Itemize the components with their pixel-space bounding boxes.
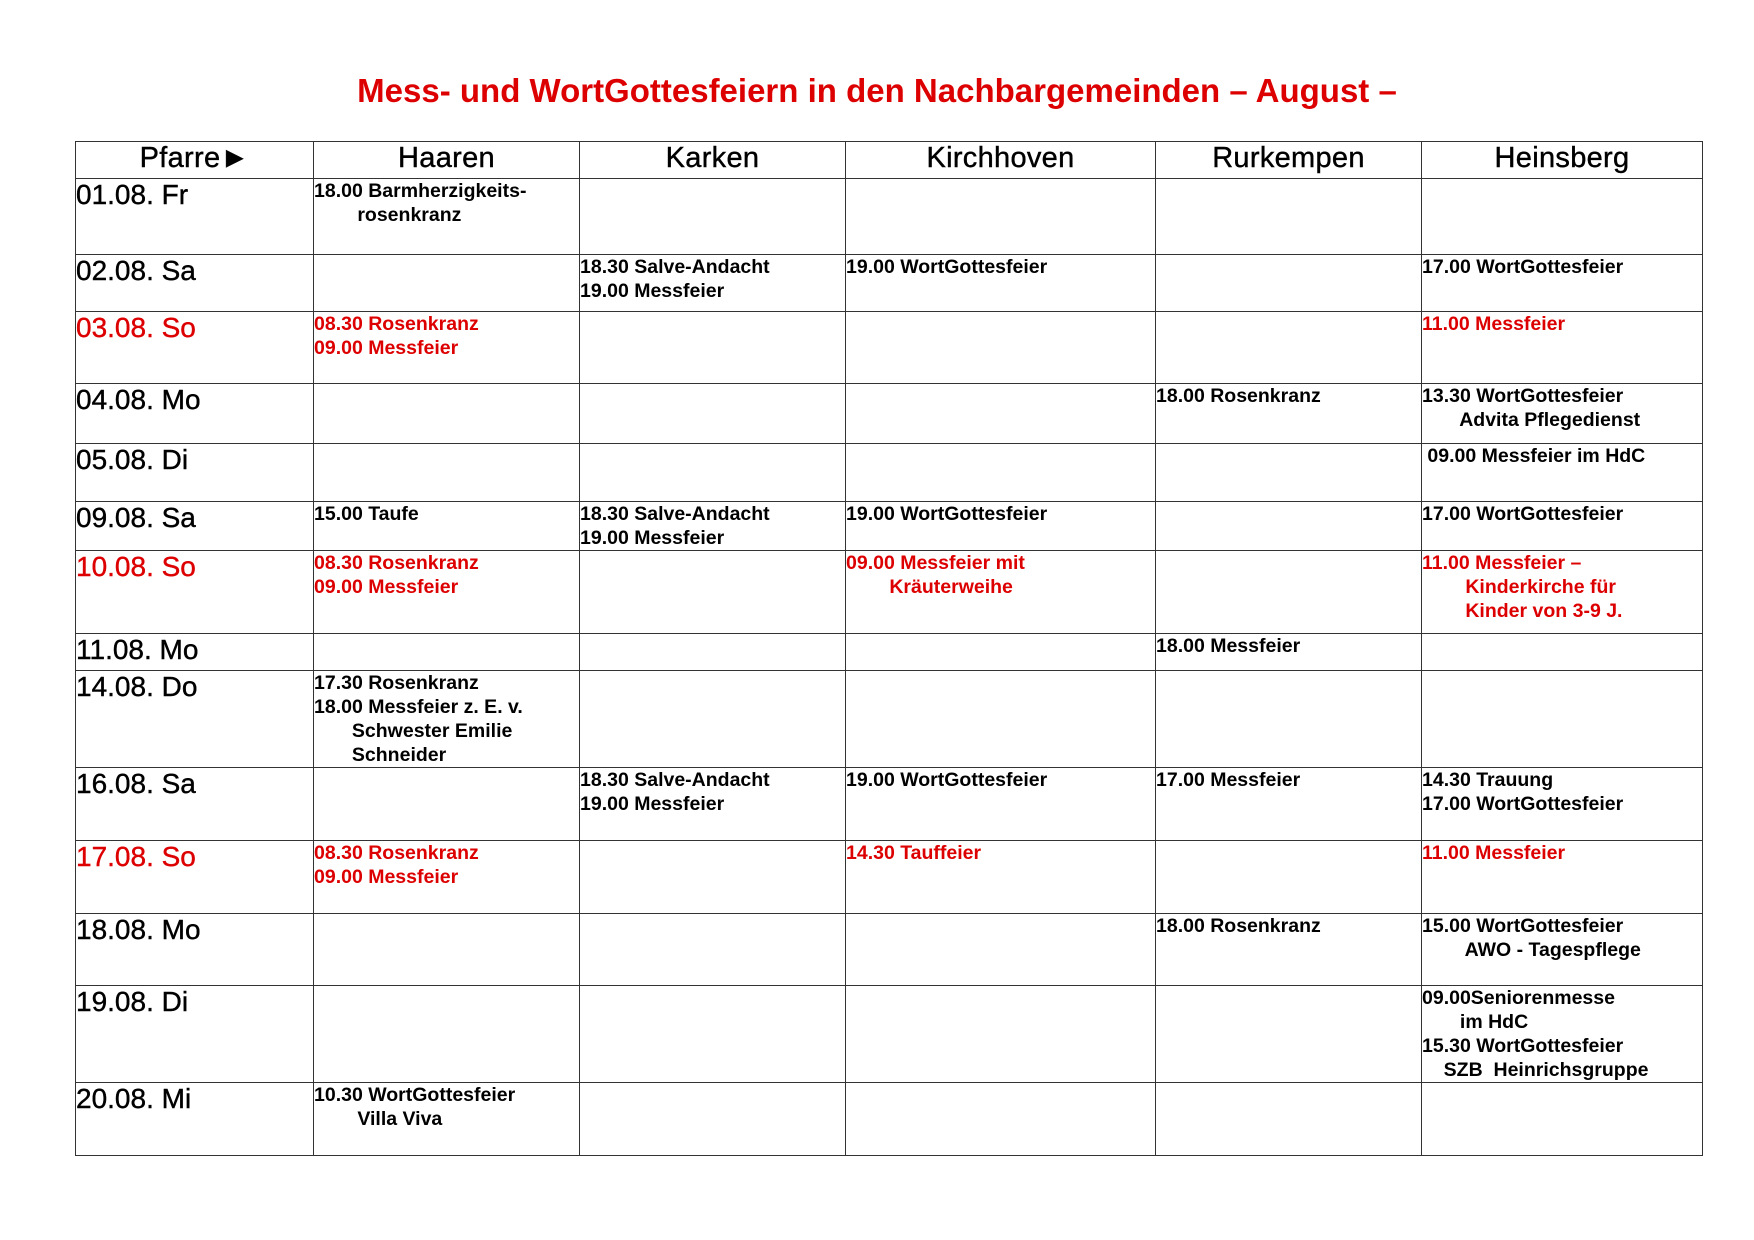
schedule-cell-karken — [580, 914, 846, 986]
service-entry: 18.30 Salve-Andacht — [580, 503, 770, 525]
date-cell: 04.08. Mo — [76, 384, 314, 444]
schedule-cell-haaren — [314, 384, 580, 444]
service-entry: Kinderkirche für — [1422, 576, 1616, 598]
schedule-cell-heinsberg — [1422, 502, 1703, 551]
date-cell: 11.08. Mo — [76, 634, 314, 671]
service-entry: 18.00 Messfeier — [1156, 635, 1301, 657]
column-header-haaren: Haaren — [314, 142, 580, 179]
schedule-cell-rurkempen — [1156, 312, 1422, 384]
service-entry: SZB Heinrichsgruppe — [1422, 1059, 1649, 1081]
schedule-cell-heinsberg — [1422, 312, 1703, 384]
schedule-cell-haaren — [314, 179, 580, 255]
service-entry: 10.30 WortGottesfeier — [314, 1084, 516, 1106]
service-entry: 13.30 WortGottesfeier — [1422, 385, 1624, 407]
service-entry: 09.00 Messfeier im HdC — [1422, 445, 1646, 467]
service-entry: 09.00 Messfeier mit — [846, 552, 1025, 574]
table-row — [76, 551, 1703, 634]
schedule-cell-haaren — [314, 914, 580, 986]
schedule-cell-kirchhoven — [846, 986, 1156, 1083]
schedule-cell-rurkempen — [1156, 551, 1422, 634]
service-entry: 08.30 Rosenkranz — [314, 552, 479, 574]
column-header-rurkempen: Rurkempen — [1156, 142, 1422, 179]
date-cell: 20.08. Mi — [76, 1083, 314, 1156]
service-entry: Kinder von 3-9 J. — [1422, 600, 1623, 622]
service-entry: 17.00 Messfeier — [1156, 769, 1301, 791]
table-row — [76, 255, 1703, 312]
service-entry: 18.00 Rosenkranz — [1156, 915, 1321, 937]
schedule-cell-rurkempen — [1156, 768, 1422, 841]
schedule-cell-kirchhoven — [846, 914, 1156, 986]
date-cell: 14.08. Do — [76, 671, 314, 768]
schedule-cell-heinsberg — [1422, 634, 1703, 671]
service-entry: 17.00 WortGottesfeier — [1422, 256, 1624, 278]
table-row — [76, 312, 1703, 384]
schedule-cell-rurkempen — [1156, 986, 1422, 1083]
service-entry: 19.00 Messfeier — [580, 527, 725, 549]
schedule-cell-kirchhoven — [846, 255, 1156, 312]
service-entry: 18.00 Barmherzigkeits- — [314, 180, 527, 202]
service-entry: Kräuterweihe — [846, 576, 1013, 598]
table-row — [76, 444, 1703, 502]
service-entry: 19.00 WortGottesfeier — [846, 256, 1048, 278]
schedule-cell-rurkempen — [1156, 179, 1422, 255]
schedule-cell-haaren — [314, 841, 580, 914]
service-entry: 09.00 Messfeier — [314, 337, 459, 359]
date-cell: 01.08. Fr — [76, 179, 314, 255]
schedule-cell-heinsberg — [1422, 255, 1703, 312]
service-entry: 15.30 WortGottesfeier — [1422, 1035, 1624, 1057]
service-entry: AWO - Tagespflege — [1422, 939, 1641, 961]
service-entry: 15.00 Taufe — [314, 503, 419, 525]
schedule-cell-rurkempen — [1156, 841, 1422, 914]
service-entry: 19.00 WortGottesfeier — [846, 503, 1048, 525]
service-entry: 09.00 Messfeier — [314, 576, 459, 598]
schedule-cell-haaren — [314, 255, 580, 312]
table-row — [76, 502, 1703, 551]
service-entry: 18.00 Messfeier z. E. v. — [314, 696, 523, 718]
schedule-cell-karken — [580, 986, 846, 1083]
schedule-cell-haaren — [314, 1083, 580, 1156]
date-cell: 17.08. So — [76, 841, 314, 914]
schedule-cell-heinsberg — [1422, 179, 1703, 255]
service-entry: 09.00Seniorenmesse — [1422, 987, 1615, 1009]
date-cell: 05.08. Di — [76, 444, 314, 502]
schedule-cell-haaren — [314, 551, 580, 634]
service-entry: 11.00 Messfeier – — [1422, 552, 1582, 574]
schedule-cell-kirchhoven — [846, 502, 1156, 551]
schedule-cell-rurkempen — [1156, 384, 1422, 444]
schedule-cell-karken — [580, 179, 846, 255]
service-entry: Schneider — [314, 744, 447, 766]
table-row — [76, 841, 1703, 914]
schedule-cell-rurkempen — [1156, 255, 1422, 312]
table-row — [76, 384, 1703, 444]
service-entry: 17.00 WortGottesfeier — [1422, 793, 1624, 815]
schedule-cell-karken — [580, 551, 846, 634]
schedule-cell-heinsberg — [1422, 384, 1703, 444]
schedule-cell-heinsberg — [1422, 551, 1703, 634]
service-entry: 19.00 Messfeier — [580, 793, 725, 815]
schedule-body — [76, 179, 1703, 1156]
schedule-cell-heinsberg — [1422, 444, 1703, 502]
schedule-cell-karken — [580, 1083, 846, 1156]
schedule-cell-heinsberg — [1422, 914, 1703, 986]
table-row — [76, 634, 1703, 671]
schedule-cell-kirchhoven — [846, 634, 1156, 671]
schedule-cell-haaren — [314, 502, 580, 551]
schedule-cell-rurkempen — [1156, 502, 1422, 551]
service-entry: Schwester Emilie — [314, 720, 513, 742]
service-entry: 18.30 Salve-Andacht — [580, 256, 770, 278]
service-entry: 14.30 Tauffeier — [846, 842, 982, 864]
service-entry: 11.00 Messfeier — [1422, 842, 1566, 864]
table-row — [76, 179, 1703, 255]
table-row — [76, 768, 1703, 841]
service-entry: 08.30 Rosenkranz — [314, 842, 479, 864]
header-row — [76, 142, 1703, 179]
service-entry: 18.30 Salve-Andacht — [580, 769, 770, 791]
service-entry: Villa Viva — [314, 1108, 443, 1130]
service-entry: 14.30 Trauung — [1422, 769, 1554, 791]
service-entry: 19.00 WortGottesfeier — [846, 769, 1048, 791]
schedule-cell-rurkempen — [1156, 444, 1422, 502]
schedule-cell-karken — [580, 671, 846, 768]
page-title: Mess- und WortGottesfeiern in den Nachbargemeinden – August – — [357, 72, 1397, 109]
date-cell: 02.08. Sa — [76, 255, 314, 312]
schedule-cell-kirchhoven — [846, 1083, 1156, 1156]
schedule-cell-haaren — [314, 312, 580, 384]
table-row — [76, 986, 1703, 1083]
service-entry: 19.00 Messfeier — [580, 280, 725, 302]
table-row — [76, 914, 1703, 986]
schedule-cell-karken — [580, 312, 846, 384]
date-cell: 09.08. Sa — [76, 502, 314, 551]
schedule-cell-kirchhoven — [846, 444, 1156, 502]
service-entry: 08.30 Rosenkranz — [314, 313, 479, 335]
schedule-cell-haaren — [314, 444, 580, 502]
table-row — [76, 1083, 1703, 1156]
service-entry: 15.00 WortGottesfeier — [1422, 915, 1624, 937]
schedule-cell-karken — [580, 255, 846, 312]
service-entry: 17.30 Rosenkranz — [314, 672, 479, 694]
column-header-heinsberg: Heinsberg — [1422, 142, 1703, 179]
service-entry: Advita Pflegedienst — [1422, 409, 1641, 431]
service-entry: 18.00 Rosenkranz — [1156, 385, 1321, 407]
column-header-pfarre: Pfarre► — [76, 142, 314, 179]
service-entry: 17.00 WortGottesfeier — [1422, 503, 1624, 525]
schedule-cell-haaren — [314, 768, 580, 841]
schedule-cell-karken — [580, 444, 846, 502]
schedule-cell-karken — [580, 502, 846, 551]
schedule-cell-karken — [580, 384, 846, 444]
schedule-cell-heinsberg — [1422, 986, 1703, 1083]
table-row — [76, 671, 1703, 768]
schedule-cell-heinsberg — [1422, 768, 1703, 841]
column-header-kirchhoven: Kirchhoven — [846, 142, 1156, 179]
schedule-cell-karken — [580, 841, 846, 914]
schedule-cell-haaren — [314, 634, 580, 671]
schedule-cell-kirchhoven — [846, 551, 1156, 634]
schedule-cell-heinsberg — [1422, 671, 1703, 768]
schedule-cell-kirchhoven — [846, 671, 1156, 768]
date-cell: 03.08. So — [76, 312, 314, 384]
column-header-karken: Karken — [580, 142, 846, 179]
service-entry: rosenkranz — [314, 204, 462, 226]
service-entry: 11.00 Messfeier — [1422, 313, 1566, 335]
schedule-cell-rurkempen — [1156, 1083, 1422, 1156]
date-cell: 16.08. Sa — [76, 768, 314, 841]
date-cell: 19.08. Di — [76, 986, 314, 1083]
schedule-cell-kirchhoven — [846, 179, 1156, 255]
schedule-cell-kirchhoven — [846, 841, 1156, 914]
service-entry: im HdC — [1422, 1011, 1529, 1033]
schedule-cell-kirchhoven — [846, 768, 1156, 841]
service-entry: 09.00 Messfeier — [314, 866, 459, 888]
schedule-cell-karken — [580, 634, 846, 671]
schedule-cell-haaren — [314, 986, 580, 1083]
schedule-cell-rurkempen — [1156, 671, 1422, 768]
schedule-cell-haaren — [314, 671, 580, 768]
schedule-cell-heinsberg — [1422, 841, 1703, 914]
schedule-cell-rurkempen — [1156, 914, 1422, 986]
schedule-cell-heinsberg — [1422, 1083, 1703, 1156]
date-cell: 18.08. Mo — [76, 914, 314, 986]
schedule-cell-kirchhoven — [846, 384, 1156, 444]
schedule-cell-kirchhoven — [846, 312, 1156, 384]
date-cell: 10.08. So — [76, 551, 314, 634]
schedule-cell-karken — [580, 768, 846, 841]
schedule-cell-rurkempen — [1156, 634, 1422, 671]
schedule-table — [75, 141, 1703, 1156]
